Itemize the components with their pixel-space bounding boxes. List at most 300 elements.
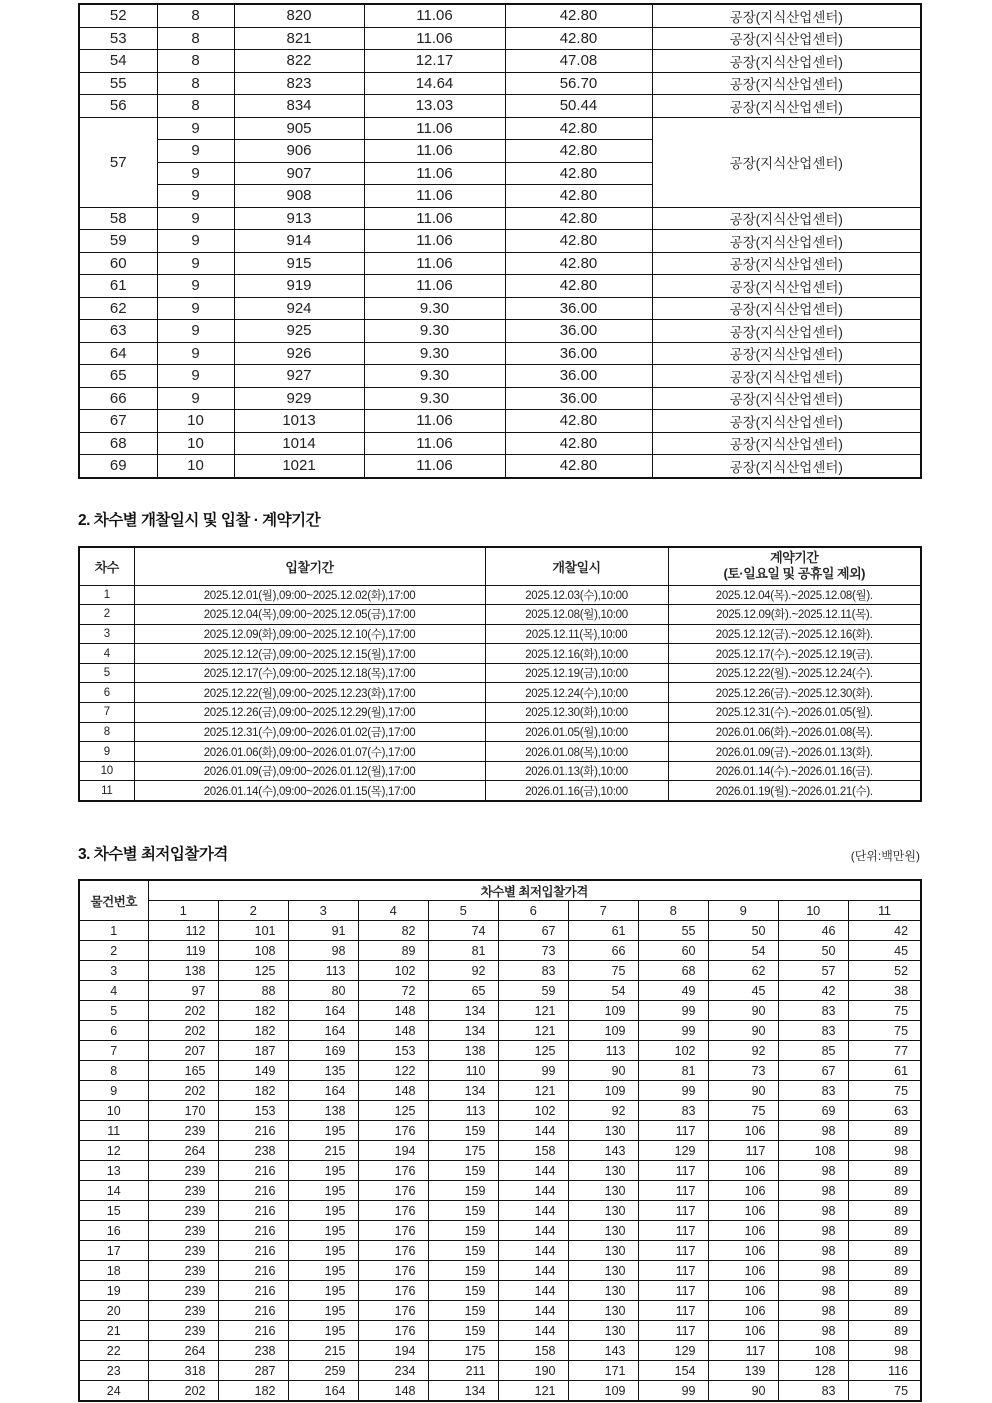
cell-area-supply: 42.80	[505, 230, 652, 253]
cell-price: 216	[218, 1221, 288, 1241]
table-row	[79, 1181, 921, 1201]
cell-price: 171	[568, 1361, 638, 1381]
header-round-1: 1	[148, 901, 218, 921]
unit-list-table	[78, 3, 922, 479]
cell-area-exclusive: 11.06	[364, 410, 505, 433]
cell-price: 73	[708, 1061, 778, 1081]
cell-price: 125	[498, 1041, 568, 1061]
cell-contract-period: 2025.12.22(월).~2025.12.24(수).	[668, 663, 921, 683]
cell-price: 108	[778, 1141, 848, 1161]
cell-area-exclusive: 11.06	[364, 230, 505, 253]
cell-price: 106	[708, 1261, 778, 1281]
cell-price: 195	[288, 1121, 358, 1141]
cell-room-no: 914	[234, 230, 364, 253]
cell-price: 89	[848, 1201, 921, 1221]
table-row	[79, 663, 921, 683]
table-row	[79, 455, 921, 478]
table-row	[79, 252, 921, 275]
cell-price: 216	[218, 1281, 288, 1301]
cell-item-no: 14	[79, 1181, 148, 1201]
table-row	[79, 50, 921, 73]
cell-area-exclusive: 11.06	[364, 185, 505, 208]
cell-item-no: 7	[79, 1041, 148, 1061]
cell-price: 83	[778, 1381, 848, 1402]
cell-price: 117	[638, 1181, 708, 1201]
cell-floor: 8	[157, 50, 234, 73]
cell-price: 216	[218, 1181, 288, 1201]
cell-price: 159	[428, 1261, 498, 1281]
cell-price: 38	[848, 981, 921, 1001]
table-row	[79, 781, 921, 801]
cell-room-no: 919	[234, 275, 364, 298]
cell-round: 8	[79, 722, 134, 742]
table-row	[79, 1101, 921, 1121]
cell-price: 98	[778, 1181, 848, 1201]
cell-price: 187	[218, 1041, 288, 1061]
cell-price: 216	[218, 1261, 288, 1281]
cell-price: 138	[148, 961, 218, 981]
cell-price: 149	[218, 1061, 288, 1081]
cell-price: 238	[218, 1141, 288, 1161]
cell-price: 234	[358, 1361, 428, 1381]
cell-price: 75	[568, 961, 638, 981]
cell-price: 117	[638, 1201, 708, 1221]
cell-area-supply: 42.80	[505, 432, 652, 455]
cell-price: 216	[218, 1121, 288, 1141]
cell-price: 130	[568, 1181, 638, 1201]
header-price-group: 차수별 최저입찰가격	[148, 880, 921, 901]
cell-price: 109	[568, 1081, 638, 1101]
cell-item-no: 54	[79, 50, 157, 73]
cell-price: 89	[848, 1301, 921, 1321]
cell-price: 106	[708, 1161, 778, 1181]
cell-item-no: 66	[79, 387, 157, 410]
cell-floor: 9	[157, 275, 234, 298]
header-opening-datetime: 개찰일시	[485, 547, 668, 586]
cell-price: 102	[358, 961, 428, 981]
cell-price: 134	[428, 1001, 498, 1021]
table-row	[79, 410, 921, 433]
cell-price: 106	[708, 1321, 778, 1341]
cell-price: 89	[848, 1321, 921, 1341]
cell-price: 190	[498, 1361, 568, 1381]
header-round-10: 10	[778, 901, 848, 921]
cell-price: 159	[428, 1181, 498, 1201]
cell-price: 153	[218, 1101, 288, 1121]
cell-price: 66	[568, 941, 638, 961]
cell-price: 175	[428, 1341, 498, 1361]
table-row	[79, 1041, 921, 1061]
cell-opening-datetime: 2025.12.16(화),10:00	[485, 644, 668, 664]
cell-round: 9	[79, 742, 134, 762]
cell-price: 98	[778, 1201, 848, 1221]
cell-price: 144	[498, 1121, 568, 1141]
table-row	[79, 1061, 921, 1081]
cell-item-no: 19	[79, 1281, 148, 1301]
cell-price: 45	[708, 981, 778, 1001]
cell-bid-period: 2026.01.09(금),09:00~2026.01.12(월),17:00	[134, 761, 485, 781]
cell-price: 176	[358, 1161, 428, 1181]
cell-price: 106	[708, 1281, 778, 1301]
cell-price: 143	[568, 1141, 638, 1161]
cell-area-exclusive: 9.30	[364, 365, 505, 388]
cell-item-no: 4	[79, 981, 148, 1001]
cell-price: 54	[708, 941, 778, 961]
cell-floor: 9	[157, 230, 234, 253]
cell-round: 5	[79, 663, 134, 683]
cell-price: 195	[288, 1321, 358, 1341]
cell-room-no: 822	[234, 50, 364, 73]
cell-opening-datetime: 2026.01.08(목),10:00	[485, 742, 668, 762]
table-row	[79, 1081, 921, 1101]
cell-price: 176	[358, 1301, 428, 1321]
cell-price: 195	[288, 1241, 358, 1261]
cell-opening-datetime: 2025.12.24(수),10:00	[485, 683, 668, 703]
table-row	[79, 95, 921, 118]
cell-usage: 공장(지식산업센터)	[652, 252, 921, 275]
cell-price: 176	[358, 1221, 428, 1241]
cell-price: 176	[358, 1201, 428, 1221]
cell-price: 216	[218, 1161, 288, 1181]
cell-price: 82	[358, 921, 428, 941]
header-round-8: 8	[638, 901, 708, 921]
cell-price: 202	[148, 1081, 218, 1101]
cell-price: 144	[498, 1181, 568, 1201]
cell-room-no: 926	[234, 342, 364, 365]
table-row	[79, 585, 921, 605]
cell-price: 239	[148, 1201, 218, 1221]
cell-price: 144	[498, 1321, 568, 1341]
header-round-7: 7	[568, 901, 638, 921]
cell-price: 59	[498, 981, 568, 1001]
cell-price: 46	[778, 921, 848, 941]
min-bid-price-body	[79, 921, 921, 1402]
cell-price: 81	[638, 1061, 708, 1081]
cell-room-no: 929	[234, 387, 364, 410]
cell-opening-datetime: 2026.01.16(금),10:00	[485, 781, 668, 801]
cell-price: 159	[428, 1221, 498, 1241]
cell-price: 97	[148, 981, 218, 1001]
cell-price: 113	[568, 1041, 638, 1061]
cell-price: 72	[358, 981, 428, 1001]
cell-price: 75	[708, 1101, 778, 1121]
cell-item-no: 60	[79, 252, 157, 275]
cell-price: 102	[638, 1041, 708, 1061]
cell-price: 164	[288, 1081, 358, 1101]
cell-room-no: 915	[234, 252, 364, 275]
cell-usage: 공장(지식산업센터)	[652, 117, 921, 207]
cell-price: 195	[288, 1181, 358, 1201]
cell-price: 106	[708, 1221, 778, 1241]
cell-price: 109	[568, 1381, 638, 1402]
header-round-9: 9	[708, 901, 778, 921]
cell-contract-period: 2026.01.14(수).~2026.01.16(금).	[668, 761, 921, 781]
table-row	[79, 27, 921, 50]
header-item-no: 물건번호	[79, 880, 148, 921]
cell-round: 11	[79, 781, 134, 801]
cell-price: 239	[148, 1181, 218, 1201]
table-row	[79, 230, 921, 253]
cell-area-supply: 50.44	[505, 95, 652, 118]
cell-price: 195	[288, 1261, 358, 1281]
cell-price: 207	[148, 1041, 218, 1061]
cell-area-supply: 42.80	[505, 140, 652, 163]
cell-price: 122	[358, 1061, 428, 1081]
cell-item-no: 61	[79, 275, 157, 298]
cell-price: 109	[568, 1001, 638, 1021]
cell-item-no: 3	[79, 961, 148, 981]
cell-usage: 공장(지식산업센터)	[652, 95, 921, 118]
cell-price: 130	[568, 1121, 638, 1141]
cell-area-exclusive: 11.06	[364, 4, 505, 27]
cell-price: 75	[848, 1001, 921, 1021]
cell-price: 98	[778, 1221, 848, 1241]
cell-contract-period: 2025.12.09(화).~2025.12.11(목).	[668, 605, 921, 625]
cell-item-no: 22	[79, 1341, 148, 1361]
cell-price: 148	[358, 1081, 428, 1101]
cell-price: 99	[638, 1021, 708, 1041]
cell-room-no: 927	[234, 365, 364, 388]
cell-area-exclusive: 9.30	[364, 320, 505, 343]
cell-price: 89	[848, 1221, 921, 1241]
cell-price: 175	[428, 1141, 498, 1161]
cell-price: 68	[638, 961, 708, 981]
cell-floor: 9	[157, 185, 234, 208]
cell-price: 144	[498, 1281, 568, 1301]
cell-bid-period: 2025.12.31(수),09:00~2026.01.02(금),17:00	[134, 722, 485, 742]
cell-price: 117	[708, 1341, 778, 1361]
cell-price: 287	[218, 1361, 288, 1381]
table-row	[79, 722, 921, 742]
table-row	[79, 703, 921, 723]
cell-price: 195	[288, 1201, 358, 1221]
cell-price: 42	[778, 981, 848, 1001]
cell-area-exclusive: 9.30	[364, 342, 505, 365]
cell-area-supply: 36.00	[505, 297, 652, 320]
cell-contract-period: 2026.01.06(화).~2026.01.08(목).	[668, 722, 921, 742]
cell-bid-period: 2025.12.04(목),09:00~2025.12.05(금),17:00	[134, 605, 485, 625]
table-row	[79, 1141, 921, 1161]
table-row	[79, 1201, 921, 1221]
table-row	[79, 275, 921, 298]
table-row	[79, 961, 921, 981]
cell-price: 182	[218, 1081, 288, 1101]
cell-price: 90	[708, 1381, 778, 1402]
cell-price: 158	[498, 1141, 568, 1161]
cell-price: 202	[148, 1381, 218, 1402]
cell-price: 144	[498, 1221, 568, 1241]
cell-price: 121	[498, 1081, 568, 1101]
cell-usage: 공장(지식산업센터)	[652, 455, 921, 478]
cell-item-no: 6	[79, 1021, 148, 1041]
cell-price: 194	[358, 1341, 428, 1361]
cell-price: 62	[708, 961, 778, 981]
cell-item-no: 8	[79, 1061, 148, 1081]
table-row	[79, 342, 921, 365]
header-contract-period-line1: 계약기간	[770, 549, 819, 565]
cell-price: 119	[148, 941, 218, 961]
table-row	[79, 1121, 921, 1141]
cell-price: 42	[848, 921, 921, 941]
cell-item-no: 17	[79, 1241, 148, 1261]
cell-usage: 공장(지식산업센터)	[652, 230, 921, 253]
cell-price: 77	[848, 1041, 921, 1061]
cell-price: 89	[848, 1281, 921, 1301]
table-row	[79, 1241, 921, 1261]
cell-price: 98	[778, 1261, 848, 1281]
table-row	[79, 72, 921, 95]
cell-price: 98	[848, 1341, 921, 1361]
cell-floor: 9	[157, 320, 234, 343]
cell-price: 106	[708, 1241, 778, 1261]
cell-area-supply: 42.80	[505, 410, 652, 433]
cell-round: 10	[79, 761, 134, 781]
cell-item-no: 63	[79, 320, 157, 343]
cell-price: 239	[148, 1301, 218, 1321]
cell-room-no: 913	[234, 207, 364, 230]
cell-price: 134	[428, 1081, 498, 1101]
cell-price: 215	[288, 1141, 358, 1161]
cell-price: 130	[568, 1241, 638, 1261]
cell-price: 176	[358, 1261, 428, 1281]
table-row	[79, 4, 921, 27]
cell-price: 216	[218, 1321, 288, 1341]
cell-price: 129	[638, 1141, 708, 1161]
cell-area-supply: 42.80	[505, 455, 652, 478]
cell-price: 159	[428, 1201, 498, 1221]
cell-price: 148	[358, 1001, 428, 1021]
cell-price: 67	[498, 921, 568, 941]
cell-room-no: 907	[234, 162, 364, 185]
cell-price: 113	[288, 961, 358, 981]
table-row	[79, 387, 921, 410]
cell-price: 108	[778, 1341, 848, 1361]
cell-price: 83	[498, 961, 568, 981]
cell-item-no: 52	[79, 4, 157, 27]
cell-area-supply: 36.00	[505, 320, 652, 343]
cell-price: 165	[148, 1061, 218, 1081]
cell-contract-period: 2025.12.17(수).~2025.12.19(금).	[668, 644, 921, 664]
table-row	[79, 761, 921, 781]
cell-contract-period: 2025.12.31(수).~2026.01.05(월).	[668, 703, 921, 723]
cell-price: 99	[638, 1381, 708, 1402]
cell-contract-period: 2025.12.12(금).~2025.12.16(화).	[668, 624, 921, 644]
table-row	[79, 1261, 921, 1281]
cell-usage: 공장(지식산업센터)	[652, 410, 921, 433]
table-row	[79, 1161, 921, 1181]
cell-price: 144	[498, 1241, 568, 1261]
cell-price: 164	[288, 1021, 358, 1041]
cell-price: 216	[218, 1301, 288, 1321]
cell-contract-period: 2025.12.26(금).~2025.12.30(화).	[668, 683, 921, 703]
cell-price: 182	[218, 1021, 288, 1041]
cell-price: 101	[218, 921, 288, 941]
table-row	[79, 1001, 921, 1021]
header-round: 차수	[79, 547, 134, 586]
cell-area-exclusive: 11.06	[364, 432, 505, 455]
cell-price: 159	[428, 1321, 498, 1341]
cell-price: 153	[358, 1041, 428, 1061]
cell-item-no: 9	[79, 1081, 148, 1101]
table-row	[79, 981, 921, 1001]
cell-price: 106	[708, 1121, 778, 1141]
cell-price: 143	[568, 1341, 638, 1361]
cell-price: 73	[498, 941, 568, 961]
cell-price: 195	[288, 1161, 358, 1181]
cell-item-no: 58	[79, 207, 157, 230]
cell-price: 164	[288, 1001, 358, 1021]
table-row	[79, 1281, 921, 1301]
cell-area-supply: 42.80	[505, 4, 652, 27]
cell-price: 130	[568, 1281, 638, 1301]
cell-price: 52	[848, 961, 921, 981]
cell-price: 194	[358, 1141, 428, 1161]
cell-area-exclusive: 9.30	[364, 387, 505, 410]
cell-price: 112	[148, 921, 218, 941]
cell-price: 117	[638, 1281, 708, 1301]
cell-floor: 8	[157, 72, 234, 95]
cell-floor: 9	[157, 252, 234, 275]
table-row	[79, 1301, 921, 1321]
table-row	[79, 605, 921, 625]
cell-price: 74	[428, 921, 498, 941]
cell-area-exclusive: 11.06	[364, 27, 505, 50]
cell-price: 159	[428, 1241, 498, 1261]
cell-price: 169	[288, 1041, 358, 1061]
cell-price: 89	[358, 941, 428, 961]
header-round-6: 6	[498, 901, 568, 921]
cell-price: 98	[288, 941, 358, 961]
cell-usage: 공장(지식산업센터)	[652, 207, 921, 230]
cell-price: 83	[638, 1101, 708, 1121]
header-contract-period	[668, 547, 921, 586]
cell-price: 61	[848, 1061, 921, 1081]
cell-item-no: 55	[79, 72, 157, 95]
cell-price: 176	[358, 1321, 428, 1341]
cell-floor: 9	[157, 342, 234, 365]
cell-item-no: 16	[79, 1221, 148, 1241]
cell-price: 182	[218, 1001, 288, 1021]
cell-item-no: 11	[79, 1121, 148, 1141]
cell-price: 92	[708, 1041, 778, 1061]
cell-contract-period: 2026.01.19(월).~2026.01.21(수).	[668, 781, 921, 801]
cell-price: 239	[148, 1241, 218, 1261]
cell-price: 60	[638, 941, 708, 961]
table-row	[79, 1221, 921, 1241]
cell-price: 215	[288, 1341, 358, 1361]
cell-bid-period: 2025.12.17(수),09:00~2025.12.18(목),17:00	[134, 663, 485, 683]
header-round-3: 3	[288, 901, 358, 921]
header-round-11: 11	[848, 901, 921, 921]
cell-price: 144	[498, 1301, 568, 1321]
header-round-4: 4	[358, 901, 428, 921]
cell-price: 144	[498, 1161, 568, 1181]
cell-price: 55	[638, 921, 708, 941]
table-row	[79, 365, 921, 388]
table-row	[79, 207, 921, 230]
cell-room-no: 820	[234, 4, 364, 27]
cell-usage: 공장(지식산업센터)	[652, 4, 921, 27]
cell-area-exclusive: 14.64	[364, 72, 505, 95]
cell-price: 49	[638, 981, 708, 1001]
cell-room-no: 905	[234, 117, 364, 140]
cell-bid-period: 2025.12.12(금),09:00~2025.12.15(월),17:00	[134, 644, 485, 664]
cell-price: 54	[568, 981, 638, 1001]
cell-price: 130	[568, 1321, 638, 1341]
cell-price: 134	[428, 1381, 498, 1402]
cell-price: 117	[638, 1161, 708, 1181]
cell-price: 176	[358, 1181, 428, 1201]
